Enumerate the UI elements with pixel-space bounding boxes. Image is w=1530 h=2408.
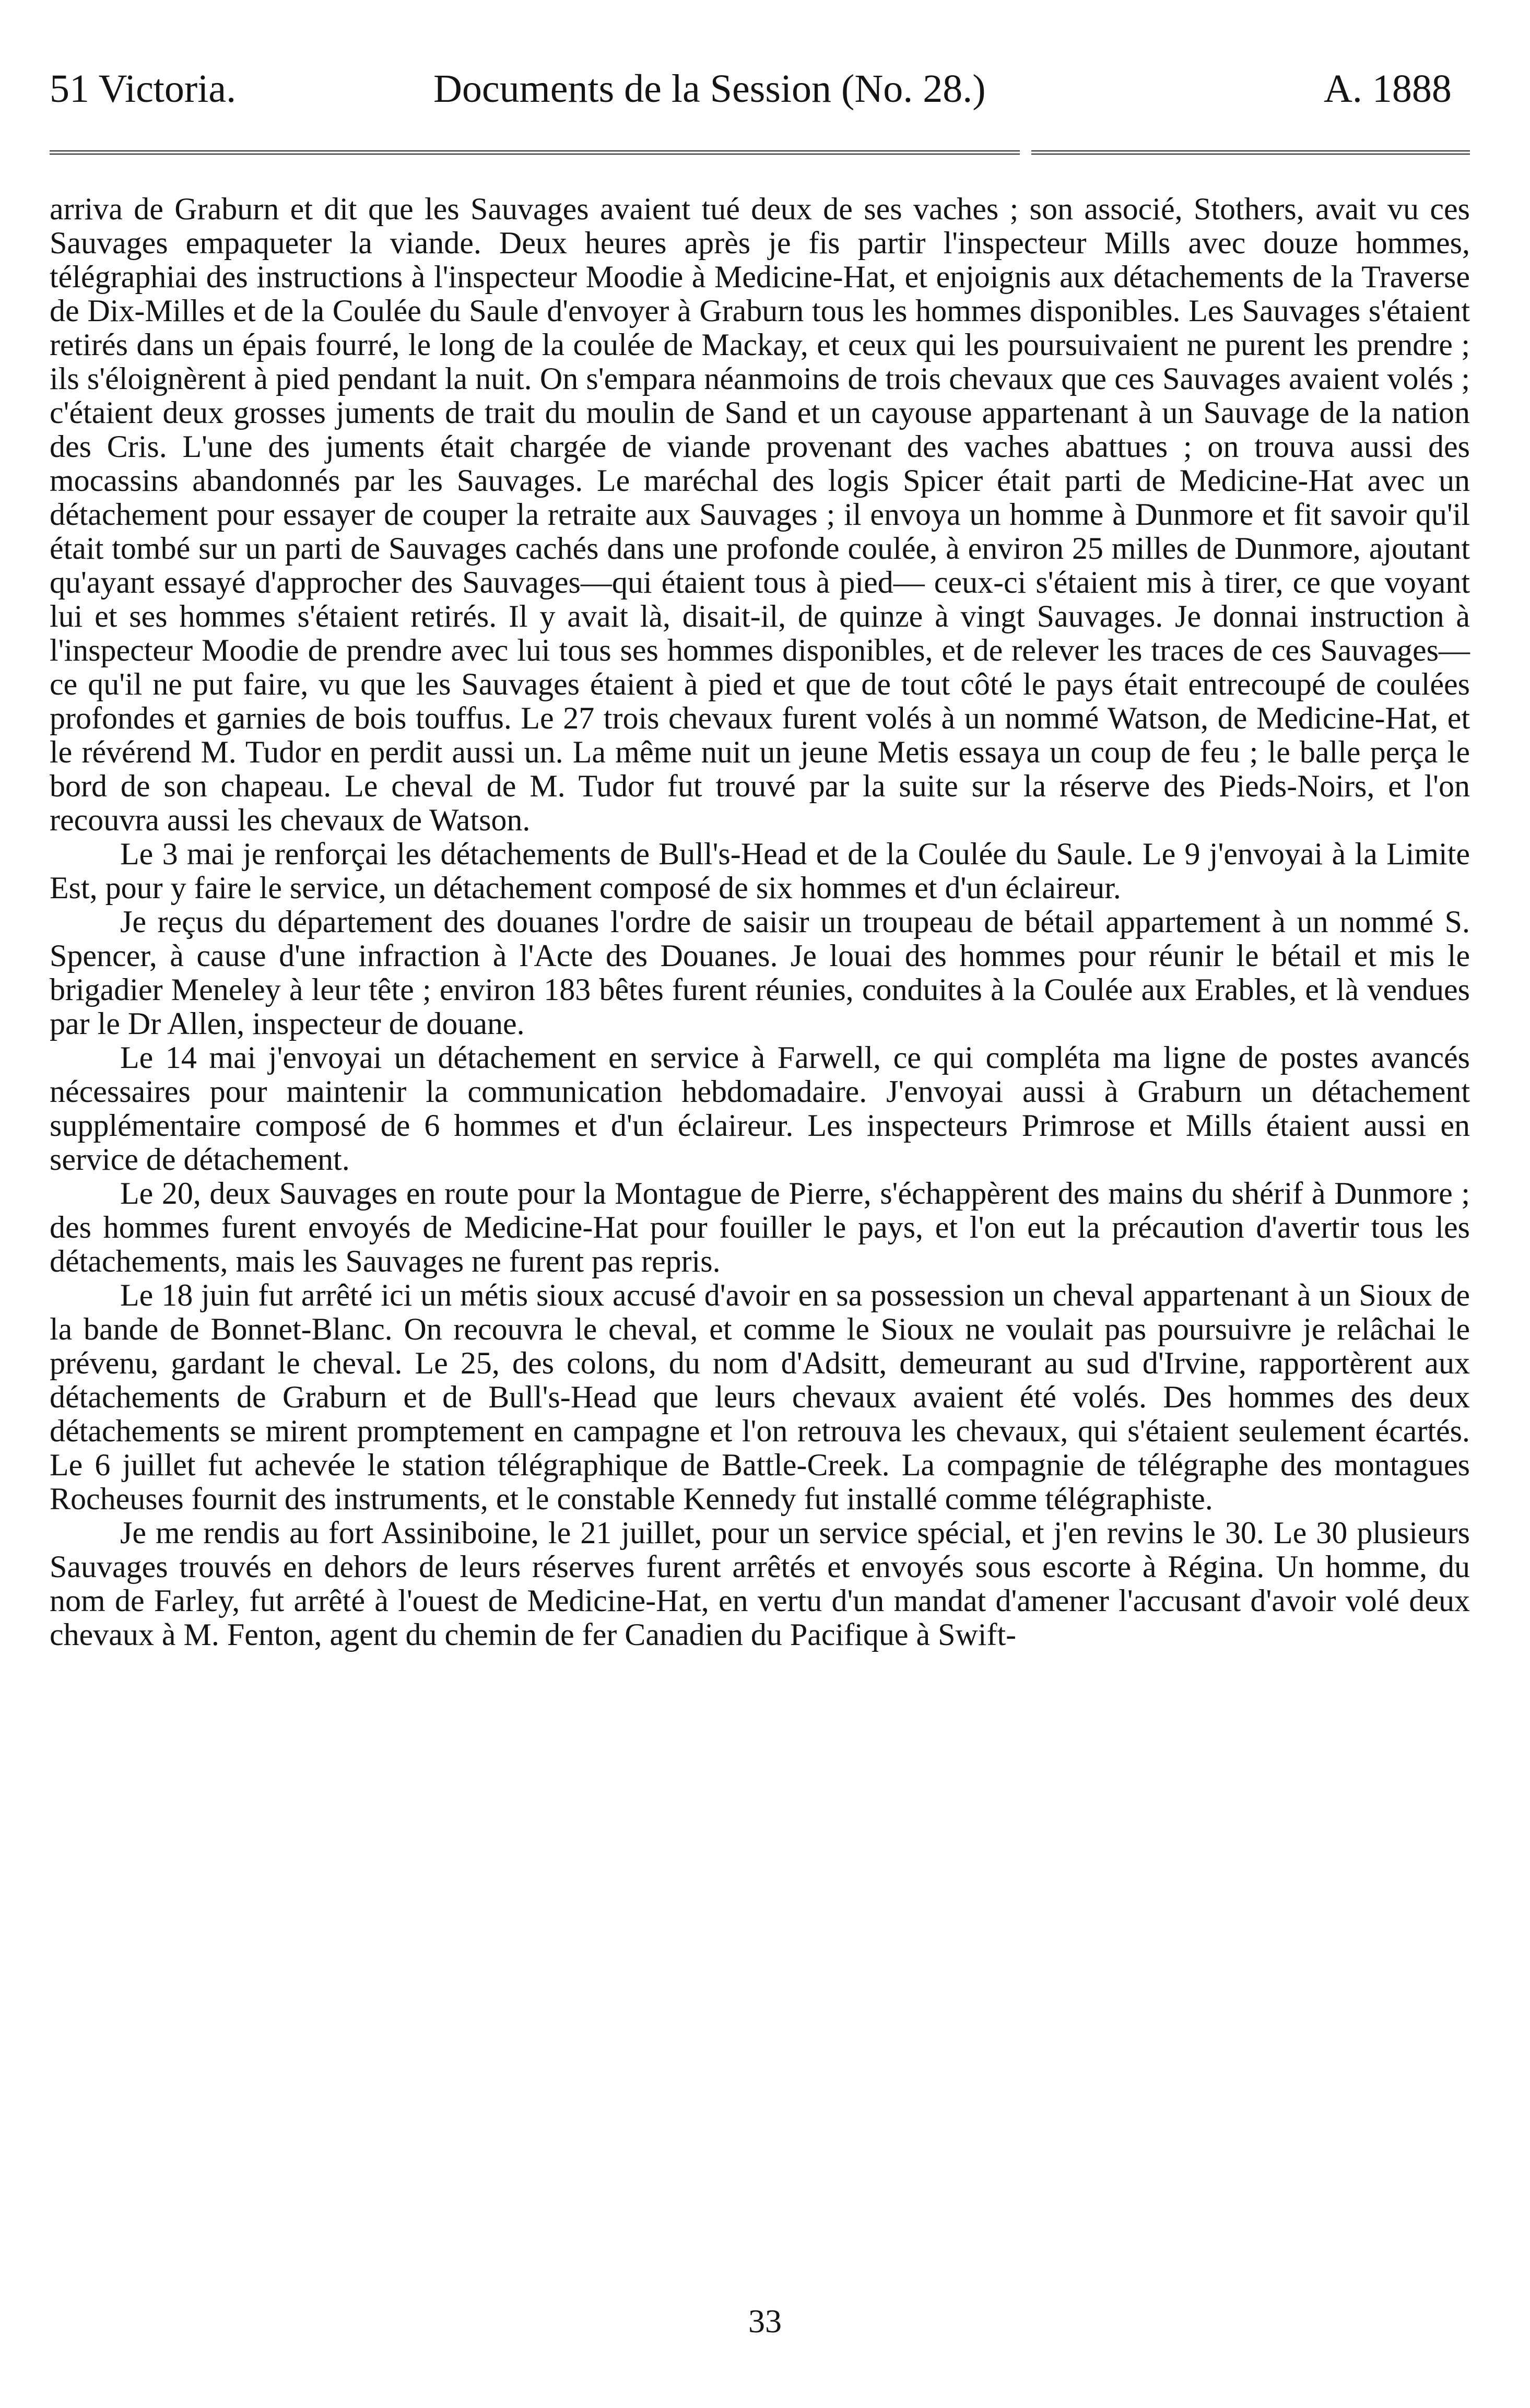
paragraph: Je me rendis au fort Assiniboine, le 21 juillet, pour un service spécial, et j'en revins le 30. Le 30 plusieurs Sauvages trouvés en dehors de leurs réserves furent arrêtés et envoyés sous escorte à Régina. Un homme, du nom de Farley, fut arrêté à l'ouest de Medicine-Hat, en vertu d'un mandat d'amener l'accusant d'avoir volé deux chevaux à M. Fenton, agent du chemin de fer Canadien du Pacifique à Swift- <box>50 1516 1470 1652</box>
paragraph-continued: arriva de Graburn et dit que les Sauvages avaient tué deux de ses vaches ; son associé, Stothers, avait vu ces Sauvages empaqueter la viande. Deux heures après je fis partir l'inspecteur Mills avec douze hommes, télégraphiai des instructions à l'inspecteur Moodie à Medicine-Hat, et enjoignis aux détachements de la Traverse de Dix-Milles et de la Coulée du Saule d'envoyer à Graburn tous les hommes disponibles. Les Sauvages s'étaient retirés dans un épais fourré, le long de la coulée de Mackay, et ceux qui les poursuivaient ne purent les prendre ; ils s'éloignèrent à pied pendant la nuit. On s'empara néanmoins de trois chevaux que ces Sauvages avaient volés ; c'étaient deux grosses juments de trait du moulin de Sand et un cayouse appartenant à un Sauvage de la nation des Cris. L'une des juments était chargée de viande provenant des vaches abattues ; on trouva aussi des mocassins abandonnés par les Sauvages. Le maréchal des logis Spicer était parti de Medicine-Hat avec un détachement pour essayer de couper la retraite aux Sauvages ; il envoya un homme à Dunmore et fit savoir qu'il était tombé sur un parti de Sauvages cachés dans une profonde coulée, à environ 25 milles de Dunmore, ajoutant qu'ayant essayé d'approcher des Sauvages—qui étaient tous à pied— ceux-ci s'étaient mis à tirer, ce que voyant lui et ses hommes s'étaient retirés. Il y avait là, disait-il, de quinze à vingt Sauvages. Je donnai instruction à l'inspecteur Moodie de prendre avec lui tous ses hommes disponibles, et de relever les traces de ces Sauvages—ce qu'il ne put faire, vu que les Sauvages étaient à pied et que de tout côté le pays était entrecoupé de coulées profondes et garnies de bois touffus. Le 27 trois chevaux furent volés à un nommé Watson, de Medicine-Hat, et le révérend M. Tudor en perdit aussi un. La même nuit un jeune Metis essaya un coup de feu ; le balle perça le bord de son chapeau. Le cheval de M. Tudor fut trouvé par la suite sur la réserve des Pieds-Noirs, et l'on recouvra aussi les chevaux de Watson. <box>50 192 1470 837</box>
paragraph: Le 20, deux Sauvages en route pour la Montague de Pierre, s'échappèrent des mains du shérif à Dunmore ; des hommes furent envoyés de Medicine-Hat pour fouiller le pays, et l'on eut la précaution d'avertir tous les détachements, mais les Sauvages ne furent pas repris. <box>50 1176 1470 1278</box>
rule-break <box>1020 149 1031 157</box>
header-double-rule <box>50 150 1470 155</box>
paragraph: Le 14 mai j'envoyai un détachement en service à Farwell, ce qui compléta ma ligne de postes avancés nécessaires pour maintenir la communication hebdomadaire. J'envoyai aussi à Graburn un détachement supplémentaire composé de 6 hommes et d'un éclaireur. Les inspecteurs Primrose et Mills étaient aussi en service de détachement. <box>50 1040 1470 1177</box>
header-year: A. 1888 <box>1324 67 1452 111</box>
paragraph: Je reçus du département des douanes l'ordre de saisir un troupeau de bétail appartement à un nommé S. Spencer, à cause d'une infraction à l'Acte des Douanes. Je louai des hommes pour réunir le bétail et mis le brigadier Meneley à leur tête ; environ 183 bêtes furent réunies, conduites à la Coulée aux Erables, et là vendues par le Dr Allen, inspecteur de douane. <box>50 905 1470 1041</box>
header-title: Documents de la Session (No. 28.) <box>433 67 986 111</box>
paragraph: Le 18 juin fut arrêté ici un métis sioux accusé d'avoir en sa possession un cheval appartenant à un Sioux de la bande de Bonnet-Blanc. On recouvra le cheval, et comme le Sioux ne voulait pas poursuivre je relâchai le prévenu, gardant le cheval. Le 25, des colons, du nom d'Adsitt, demeurant au sud d'Irvine, rapportèrent aux détachements de Graburn et de Bull's-Head que leurs chevaux avaient été volés. Des hommes des deux détachements se mirent promptement en campagne et l'on retrouva les chevaux, qui s'étaient seulement écartés. Le 6 juillet fut achevée le station télégraphique de Battle-Creek. La compagnie de télégraphe des montagues Rocheuses fournit des instruments, et le constable Kennedy fut installé comme télégraphiste. <box>50 1278 1470 1516</box>
page-number: 33 <box>748 2303 782 2340</box>
body-text <box>50 192 1470 1652</box>
paragraph: Le 3 mai je renforçai les détachements de Bull's-Head et de la Coulée du Saule. Le 9 j'envoyai à la Limite Est, pour y faire le service, un détachement composé de six hommes et d'un éclaireur. <box>50 837 1470 905</box>
header-volume: 51 Victoria. <box>50 67 237 111</box>
running-header <box>50 63 1470 115</box>
